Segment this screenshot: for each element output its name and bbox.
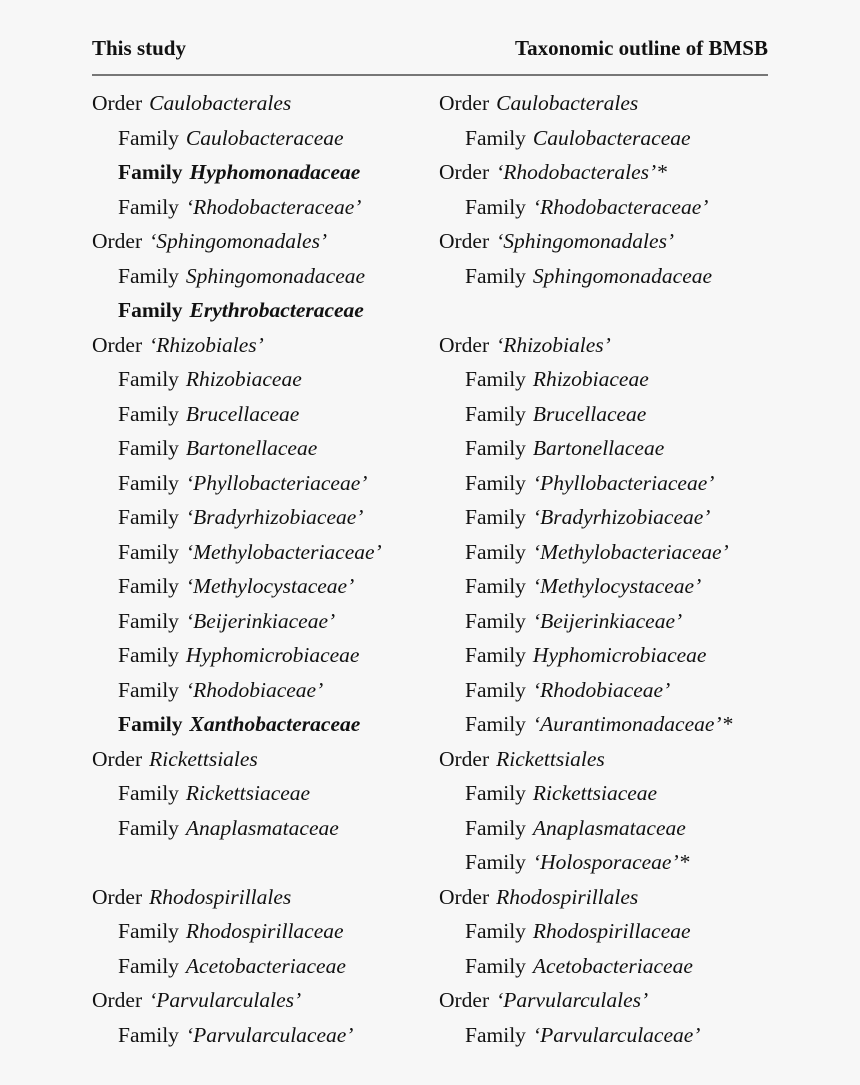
taxon-name: ‘Sphingomonadales’ xyxy=(149,229,328,253)
column-this-study xyxy=(92,89,382,1055)
rank-label: Order xyxy=(439,160,490,184)
taxon-name: ‘Methylobacteriaceae’ xyxy=(532,539,729,564)
rank-label: Family xyxy=(118,263,179,288)
rank-label: Family xyxy=(118,712,183,736)
taxon-name: Xanthobacteraceae xyxy=(189,712,361,736)
rank-label: Family xyxy=(118,505,179,529)
order-row xyxy=(92,745,382,780)
taxon-name: ‘Rhizobiales’ xyxy=(496,332,611,357)
family-row xyxy=(439,538,732,573)
family-row xyxy=(92,193,382,228)
rank-label: Family xyxy=(118,367,179,391)
taxon-name: Rhodospirillales xyxy=(496,884,639,909)
family-row xyxy=(92,434,382,469)
taxon-name: Brucellaceae xyxy=(532,401,647,426)
rank-label: Family xyxy=(465,367,526,391)
family-row xyxy=(92,538,382,573)
rank-label: Family xyxy=(465,781,526,805)
taxon-name: Anaplasmataceae xyxy=(532,815,686,840)
family-row xyxy=(439,262,732,297)
rank-label: Order xyxy=(439,988,490,1012)
family-row xyxy=(92,400,382,435)
rank-label: Family xyxy=(465,677,526,702)
taxon-name: Hyphomonadaceae xyxy=(189,160,361,184)
rank-label: Family xyxy=(465,505,526,529)
rank-label: Family xyxy=(465,436,526,460)
order-row xyxy=(439,883,732,918)
rank-label: Family xyxy=(118,539,179,564)
rank-label: Family xyxy=(118,298,183,322)
column-bmsb-outline xyxy=(439,89,732,1055)
family-row xyxy=(439,814,732,849)
taxon-name: ‘Parvularculales’ xyxy=(149,988,302,1012)
taxon-name: Rhodospirillaceae xyxy=(532,919,691,943)
taxon-name: ‘Bradyrhizobiaceae’ xyxy=(185,505,364,529)
family-row xyxy=(439,848,732,883)
taxon-name: ‘Beijerinkiaceae’ xyxy=(532,608,683,633)
family-row xyxy=(439,365,732,400)
rank-label: Family xyxy=(465,643,526,667)
taxon-name: Anaplasmataceae xyxy=(185,815,339,840)
family-row xyxy=(439,607,732,642)
order-row xyxy=(439,745,732,780)
rank-label: Order xyxy=(439,746,490,771)
rank-label: Family xyxy=(118,401,179,426)
rank-label: Order xyxy=(92,988,143,1012)
rank-label: Family xyxy=(465,850,526,874)
order-row xyxy=(92,331,382,366)
family-row xyxy=(92,158,382,193)
rank-label: Family xyxy=(118,470,179,495)
taxon-name: Hyphomicrobiaceae xyxy=(532,643,707,667)
order-row xyxy=(92,986,382,1021)
taxon-name: Rhodospirillaceae xyxy=(185,919,344,943)
rank-label: Family xyxy=(118,815,179,840)
family-row xyxy=(439,503,732,538)
rank-label: Family xyxy=(465,574,526,598)
taxon-name: Caulobacteraceae xyxy=(532,125,691,150)
family-row xyxy=(92,469,382,504)
order-row xyxy=(92,883,382,918)
taxon-name: ‘Bradyrhizobiaceae’ xyxy=(532,505,711,529)
taxon-name: ‘Rhodobiaceae’ xyxy=(185,677,324,702)
taxon-name: ‘Methylocystaceae’ xyxy=(532,574,702,598)
family-row xyxy=(92,1021,382,1056)
order-row xyxy=(439,158,732,193)
taxon-name: Rhizobiaceae xyxy=(532,367,649,391)
taxon-name: ‘Sphingomonadales’ xyxy=(496,229,675,253)
family-row xyxy=(92,262,382,297)
rank-label: Family xyxy=(118,919,179,943)
family-row xyxy=(92,572,382,607)
taxon-name: ‘Parvularculaceae’ xyxy=(532,1022,701,1047)
taxon-name: Brucellaceae xyxy=(185,401,300,426)
taxon-name: ‘Rhodobacterales’* xyxy=(496,160,667,184)
taxon-name: ‘Phyllobacteriaceae’ xyxy=(532,470,715,495)
taxon-name: Rickettsiales xyxy=(496,746,605,771)
rank-label: Family xyxy=(465,194,526,219)
rank-label: Family xyxy=(118,781,179,805)
family-row xyxy=(439,676,732,711)
taxon-name: Hyphomicrobiaceae xyxy=(185,643,360,667)
taxon-name: Caulobacterales xyxy=(496,91,639,115)
taxon-name: Acetobacteriaceae xyxy=(185,953,346,978)
taxon-name: Bartonellaceae xyxy=(532,436,665,460)
blank-row xyxy=(92,848,382,883)
rank-label: Order xyxy=(92,332,143,357)
header-bmsb-outline: Taxonomic outline of BMSB xyxy=(514,36,768,60)
family-row xyxy=(439,641,732,676)
family-row xyxy=(92,641,382,676)
rank-label: Order xyxy=(439,91,490,115)
family-row xyxy=(439,710,732,745)
family-row xyxy=(92,296,382,331)
family-row xyxy=(92,917,382,952)
taxon-name: Bartonellaceae xyxy=(185,436,318,460)
family-row xyxy=(439,952,732,987)
taxon-name: ‘Parvularculales’ xyxy=(496,988,649,1012)
family-row xyxy=(92,676,382,711)
taxon-name: Rhizobiaceae xyxy=(185,367,302,391)
blank-row xyxy=(439,296,732,331)
family-row xyxy=(439,572,732,607)
family-row xyxy=(439,779,732,814)
taxon-name: ‘Rhodobacteraceae’ xyxy=(532,194,709,219)
rank-label: Family xyxy=(118,677,179,702)
rank-label: Family xyxy=(465,125,526,150)
rank-label: Family xyxy=(465,263,526,288)
taxon-name: Rickettsiales xyxy=(149,746,258,771)
family-row xyxy=(92,710,382,745)
rank-label: Family xyxy=(465,608,526,633)
rank-label: Family xyxy=(118,574,179,598)
taxon-name: Rickettsiaceae xyxy=(532,781,658,805)
taxon-name: Caulobacteraceae xyxy=(185,125,344,150)
taxon-name: ‘Rhodobacteraceae’ xyxy=(185,194,362,219)
taxon-name: Sphingomonadaceae xyxy=(532,263,713,288)
rank-label: Family xyxy=(465,953,526,978)
taxon-name: ‘Rhizobiales’ xyxy=(149,332,264,357)
taxon-name: ‘Methylobacteriaceae’ xyxy=(185,539,382,564)
family-row xyxy=(92,124,382,159)
rank-label: Order xyxy=(439,229,490,253)
rank-label: Order xyxy=(439,332,490,357)
order-row xyxy=(439,227,732,262)
family-row xyxy=(92,607,382,642)
family-row xyxy=(92,503,382,538)
rank-label: Family xyxy=(118,1022,179,1047)
taxon-name: ‘Beijerinkiaceae’ xyxy=(185,608,336,633)
rank-label: Family xyxy=(465,919,526,943)
taxon-name: ‘Methylocystaceae’ xyxy=(185,574,355,598)
rank-label: Family xyxy=(118,125,179,150)
order-row xyxy=(92,227,382,262)
order-row xyxy=(439,89,732,124)
rank-label: Family xyxy=(465,1022,526,1047)
rank-label: Family xyxy=(118,643,179,667)
family-row xyxy=(439,193,732,228)
taxon-name: Acetobacteriaceae xyxy=(532,953,693,978)
family-row xyxy=(92,365,382,400)
rank-label: Order xyxy=(439,884,490,909)
family-row xyxy=(439,469,732,504)
order-row xyxy=(92,89,382,124)
family-row xyxy=(92,814,382,849)
rank-label: Family xyxy=(465,401,526,426)
rank-label: Order xyxy=(92,91,143,115)
header-this-study: This study xyxy=(92,36,186,60)
taxon-name: ‘Parvularculaceae’ xyxy=(185,1022,354,1047)
family-row xyxy=(439,917,732,952)
order-row xyxy=(439,331,732,366)
rank-label: Family xyxy=(118,608,179,633)
family-row xyxy=(92,952,382,987)
taxon-name: ‘Holosporaceae’* xyxy=(532,850,690,874)
family-row xyxy=(439,1021,732,1056)
taxon-name: ‘Rhodobiaceae’ xyxy=(532,677,671,702)
order-row xyxy=(439,986,732,1021)
family-row xyxy=(439,124,732,159)
rank-label: Order xyxy=(92,884,143,909)
rank-label: Family xyxy=(118,194,179,219)
rank-label: Family xyxy=(465,470,526,495)
rank-label: Family xyxy=(118,953,179,978)
family-row xyxy=(439,400,732,435)
taxon-name: Caulobacterales xyxy=(149,91,292,115)
family-row xyxy=(439,434,732,469)
rank-label: Family xyxy=(465,815,526,840)
rank-label: Order xyxy=(92,229,143,253)
taxon-name: Rickettsiaceae xyxy=(185,781,311,805)
taxon-name: ‘Aurantimonadaceae’* xyxy=(532,712,733,736)
taxon-name: Rhodospirillales xyxy=(149,884,292,909)
rank-label: Family xyxy=(118,160,183,184)
header-rule xyxy=(92,74,768,76)
rank-label: Order xyxy=(92,746,143,771)
rank-label: Family xyxy=(465,539,526,564)
rank-label: Family xyxy=(465,712,526,736)
rank-label: Family xyxy=(118,436,179,460)
taxon-name: Erythrobacteraceae xyxy=(189,298,364,322)
taxon-name: ‘Phyllobacteriaceae’ xyxy=(185,470,368,495)
taxon-name: Sphingomonadaceae xyxy=(185,263,366,288)
family-row xyxy=(92,779,382,814)
